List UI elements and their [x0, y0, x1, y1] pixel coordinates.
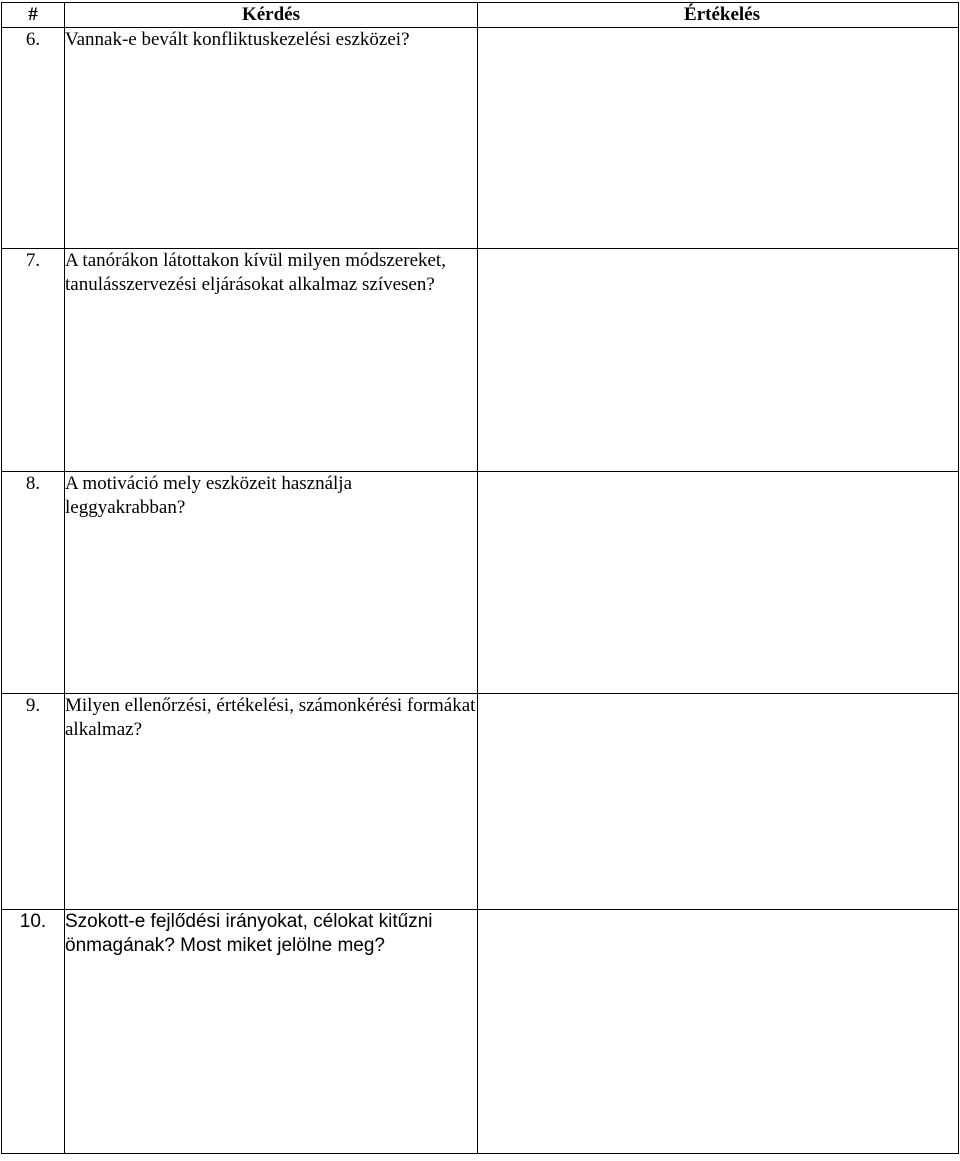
question-text: Szokott-e fejlődési irányokat, célokat kitűzni önmagának? Most miket jelölne meg? — [65, 910, 478, 1154]
question-number: 8. — [2, 472, 65, 694]
question-text: A tanórákon látottakon kívül milyen módszereket, tanulásszervezési eljárásokat alkalmaz szívesen? — [65, 249, 478, 472]
table-row — [2, 910, 959, 1154]
evaluation-table — [1, 2, 959, 1154]
table-row — [2, 28, 959, 249]
evaluation-cell[interactable] — [478, 694, 959, 910]
question-number: 7. — [2, 249, 65, 472]
header-question: Kérdés — [65, 3, 478, 28]
evaluation-cell[interactable] — [478, 472, 959, 694]
question-text: Vannak-e bevált konfliktuskezelési eszközei? — [65, 28, 478, 249]
table-row — [2, 694, 959, 910]
evaluation-cell[interactable] — [478, 910, 959, 1154]
evaluation-cell[interactable] — [478, 249, 959, 472]
table-row — [2, 472, 959, 694]
question-text: Milyen ellenőrzési, értékelési, számonkérési formákat alkalmaz? — [65, 694, 478, 910]
question-number: 10. — [2, 910, 65, 1154]
header-number: # — [2, 3, 65, 28]
question-number: 9. — [2, 694, 65, 910]
question-number: 6. — [2, 28, 65, 249]
header-evaluation: Értékelés — [478, 3, 959, 28]
question-text: A motiváció mely eszközeit használja leggyakrabban? — [65, 472, 478, 694]
table-row — [2, 249, 959, 472]
evaluation-cell[interactable] — [478, 28, 959, 249]
table-header-row — [2, 3, 959, 28]
